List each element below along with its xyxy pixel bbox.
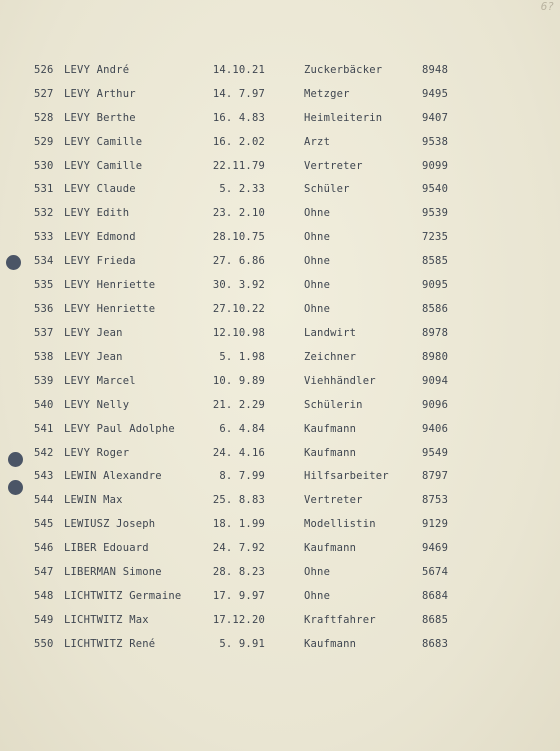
entry-name: LEVY Camille — [64, 136, 143, 148]
entry-date: 18. 1.99 — [212, 518, 265, 530]
entry-name: LIBERMAN Simone — [64, 566, 162, 578]
list-item — [0, 207, 560, 223]
entry-number: 535 — [34, 279, 54, 291]
entry-date: 5. 2.33 — [219, 183, 265, 195]
list-item — [0, 64, 560, 80]
list-item — [0, 638, 560, 654]
entry-occupation: Kaufmann — [304, 638, 357, 650]
list-item — [0, 303, 560, 319]
entry-occupation: Ohne — [304, 279, 331, 291]
entry-number: 544 — [34, 494, 54, 506]
entry-occupation: Ohne — [304, 207, 331, 219]
list-item — [0, 375, 560, 391]
entry-occupation: Kaufmann — [304, 447, 357, 459]
entry-date: 16. 4.83 — [212, 112, 265, 124]
entry-number: 527 — [34, 88, 54, 100]
entry-number: 550 — [34, 638, 54, 650]
list-item — [0, 423, 560, 439]
entry-number: 530 — [34, 160, 54, 172]
entry-occupation: Arzt — [304, 136, 331, 148]
list-item — [0, 399, 560, 415]
entry-code: 9099 — [422, 160, 449, 172]
list-item — [0, 590, 560, 606]
entry-occupation: Kaufmann — [304, 542, 357, 554]
entry-code: 9129 — [422, 518, 449, 530]
list-item — [0, 231, 560, 247]
entry-number: 529 — [34, 136, 54, 148]
entry-date: 6. 4.84 — [219, 423, 265, 435]
entry-code: 9095 — [422, 279, 449, 291]
entry-date: 5. 1.98 — [219, 351, 265, 363]
entry-number: 539 — [34, 375, 54, 387]
entry-date: 27.10.22 — [212, 303, 265, 315]
entry-name: LEVY Edmond — [64, 231, 136, 243]
entry-number: 536 — [34, 303, 54, 315]
entry-code: 9094 — [422, 375, 449, 387]
entry-occupation: Vertreter — [304, 160, 363, 172]
entry-code: 9495 — [422, 88, 449, 100]
entry-date: 24. 4.16 — [212, 447, 265, 459]
entry-name: LEVY Nelly — [64, 399, 130, 411]
entry-code: 8978 — [422, 327, 449, 339]
entry-occupation: Heimleiterin — [304, 112, 383, 124]
list-item — [0, 88, 560, 104]
entry-code: 8753 — [422, 494, 449, 506]
entry-name: LEWIN Alexandre — [64, 470, 162, 482]
entry-occupation: Ohne — [304, 231, 331, 243]
entry-name: LEVY Edith — [64, 207, 130, 219]
list-item — [0, 255, 560, 271]
entry-number: 533 — [34, 231, 54, 243]
entry-code: 8585 — [422, 255, 449, 267]
entry-date: 17.12.20 — [212, 614, 265, 626]
entry-date: 12.10.98 — [212, 327, 265, 339]
entry-code: 8586 — [422, 303, 449, 315]
entry-name: LEVY Jean — [64, 327, 123, 339]
entry-code: 9469 — [422, 542, 449, 554]
entry-code: 8980 — [422, 351, 449, 363]
entry-name: LEVY Camille — [64, 160, 143, 172]
entry-number: 526 — [34, 64, 54, 76]
list-item — [0, 447, 560, 463]
corner-mark: 6? — [540, 0, 554, 13]
entry-name: LEVY André — [64, 64, 130, 76]
entry-occupation: Landwirt — [304, 327, 357, 339]
entry-number: 538 — [34, 351, 54, 363]
entry-name: LICHTWITZ Germaine — [64, 590, 182, 602]
entry-name: LEVY Henriette — [64, 303, 156, 315]
entry-number: 532 — [34, 207, 54, 219]
entry-date: 28.10.75 — [212, 231, 265, 243]
entry-number: 540 — [34, 399, 54, 411]
entry-number: 549 — [34, 614, 54, 626]
entry-code: 9549 — [422, 447, 449, 459]
entry-name: LEVY Claude — [64, 183, 136, 195]
entry-occupation: Modellistin — [304, 518, 376, 530]
entry-occupation: Zeichner — [304, 351, 357, 363]
entry-name: LICHTWITZ René — [64, 638, 156, 650]
entry-occupation: Schüler — [304, 183, 350, 195]
entry-date: 8. 7.99 — [219, 470, 265, 482]
list-item — [0, 470, 560, 486]
entry-occupation: Ohne — [304, 303, 331, 315]
entry-name: LEVY Berthe — [64, 112, 136, 124]
entry-number: 534 — [34, 255, 54, 267]
entry-date: 28. 8.23 — [212, 566, 265, 578]
list-item — [0, 351, 560, 367]
entry-name: LEVY Marcel — [64, 375, 136, 387]
entry-date: 17. 9.97 — [212, 590, 265, 602]
entry-date: 25. 8.83 — [212, 494, 265, 506]
entry-occupation: Ohne — [304, 590, 331, 602]
entry-code: 9538 — [422, 136, 449, 148]
entry-number: 542 — [34, 447, 54, 459]
entry-occupation: Zuckerbäcker — [304, 64, 383, 76]
entry-number: 537 — [34, 327, 54, 339]
entry-date: 14.10.21 — [212, 64, 265, 76]
list-item — [0, 136, 560, 152]
list-item — [0, 160, 560, 176]
entry-name: LEVY Jean — [64, 351, 123, 363]
entry-code: 7235 — [422, 231, 449, 243]
entry-occupation: Kaufmann — [304, 423, 357, 435]
entry-code: 8685 — [422, 614, 449, 626]
list-item — [0, 518, 560, 534]
entry-number: 543 — [34, 470, 54, 482]
entry-number: 531 — [34, 183, 54, 195]
entry-name: LEVY Arthur — [64, 88, 136, 100]
entry-name: LEVY Roger — [64, 447, 130, 459]
entry-code: 9540 — [422, 183, 449, 195]
entry-occupation: Hilfsarbeiter — [304, 470, 389, 482]
entry-number: 547 — [34, 566, 54, 578]
entry-date: 14. 7.97 — [212, 88, 265, 100]
entry-occupation: Viehhändler — [304, 375, 376, 387]
entry-number: 548 — [34, 590, 54, 602]
entry-date: 27. 6.86 — [212, 255, 265, 267]
list-item — [0, 327, 560, 343]
entry-name: LEVY Henriette — [64, 279, 156, 291]
entry-name: LEWIUSZ Joseph — [64, 518, 156, 530]
entry-code: 9539 — [422, 207, 449, 219]
entry-name: LIBER Edouard — [64, 542, 149, 554]
list-item — [0, 542, 560, 558]
entry-occupation: Vertreter — [304, 494, 363, 506]
entry-code: 8683 — [422, 638, 449, 650]
entry-name: LEVY Paul Adolphe — [64, 423, 175, 435]
entry-number: 541 — [34, 423, 54, 435]
entry-name: LEVY Frieda — [64, 255, 136, 267]
entry-code: 5674 — [422, 566, 449, 578]
entry-name: LICHTWITZ Max — [64, 614, 149, 626]
entry-occupation: Schülerin — [304, 399, 363, 411]
entry-number: 528 — [34, 112, 54, 124]
list-item — [0, 279, 560, 295]
entry-number: 546 — [34, 542, 54, 554]
entry-date: 23. 2.10 — [212, 207, 265, 219]
entry-date: 10. 9.89 — [212, 375, 265, 387]
entry-number: 545 — [34, 518, 54, 530]
entry-date: 24. 7.92 — [212, 542, 265, 554]
list-item — [0, 183, 560, 199]
list-item — [0, 494, 560, 510]
entry-code: 8797 — [422, 470, 449, 482]
entry-code: 9096 — [422, 399, 449, 411]
entry-date: 22.11.79 — [212, 160, 265, 172]
entry-code: 9407 — [422, 112, 449, 124]
entry-date: 21. 2.29 — [212, 399, 265, 411]
entry-date: 16. 2.02 — [212, 136, 265, 148]
entry-date: 30. 3.92 — [212, 279, 265, 291]
entry-occupation: Ohne — [304, 566, 331, 578]
entry-name: LEWIN Max — [64, 494, 123, 506]
entry-occupation: Metzger — [304, 88, 350, 100]
entry-code: 8684 — [422, 590, 449, 602]
entry-occupation: Kraftfahrer — [304, 614, 376, 626]
list-item — [0, 566, 560, 582]
entry-date: 5. 9.91 — [219, 638, 265, 650]
list-item — [0, 614, 560, 630]
list-item — [0, 112, 560, 128]
entry-code: 8948 — [422, 64, 449, 76]
entry-occupation: Ohne — [304, 255, 331, 267]
entry-code: 9406 — [422, 423, 449, 435]
